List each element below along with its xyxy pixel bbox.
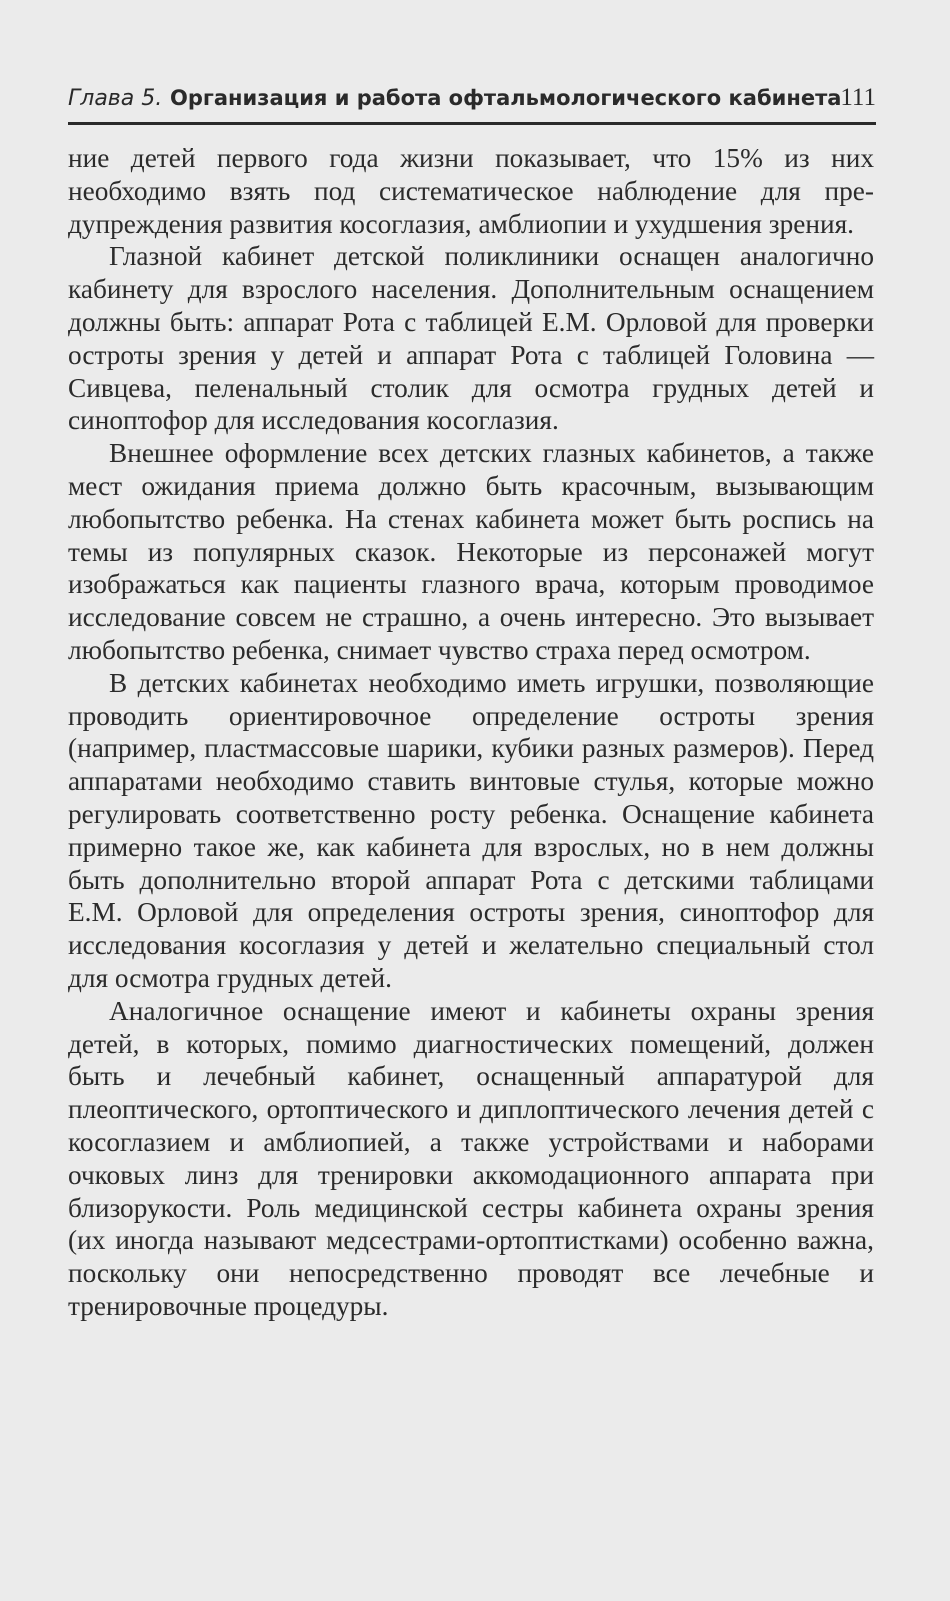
paragraph: Внешнее оформление всех детских глазных кабинетов, а также мест ожидания приема должно быть красочным, вызывающим любопытство ребенка. На стенах кабинета может быть роспись на темы из популярных сказок. Некоторые из персонажей могут изображаться как пациенты глазного врача, которым проводимое исследование совсем не страшно, а очень интересно. Это вызывает любопытство ребенка, снимает чувство страха перед осмотром.: [68, 438, 874, 665]
running-header: [68, 78, 876, 125]
chapter-title: Организация и работа офтальмологического кабинета: [170, 86, 842, 110]
paragraph: В детских кабинетах необходимо иметь игрушки, позволяющие проводить ориентировочное определение остроты зрения (например, пластмассовые шарики, кубики разных размеров). Перед аппаратами необходимо ставить винтовые стулья, которые можно регулировать соответственно росту ребенка. Оснащение кабинета примерно такое же, как кабинета для взрослых, но в нем должны быть дополнительно второй аппарат Рота с детскими таблицами Е.М. Орловой для определения остроты зрения, синоптофор для исследования косоглазия у детей и желательно специальный стол для осмотра грудных детей.: [68, 667, 874, 993]
chapter-label: Глава 5.: [68, 86, 163, 111]
paragraph: ние детей первого года жизни показывает, что 15% из них необходимо взять под систематическое наблюдение для предупреждения развития косоглазия, амблиопии и ухудшения зрения.: [68, 143, 874, 239]
page-number: 111: [840, 84, 876, 111]
body-text: [68, 142, 874, 1323]
paragraph: Аналогичное оснащение имеют и кабинеты охраны зрения детей, в которых, помимо диагностических помещений, должен быть и лечебный кабинет, оснащенный аппаратурой для плеоптического, ортоптического и диплоптического лечения детей с косоглазием и амблиопией, а также устройствами и наборами очковых линз для тренировки аккомодационного аппарата при близорукости. Роль медицинской сестры кабинета охраны зрения (их иногда называют медсестрами-ортоптистками) особенно важна, поскольку они непосредственно проводят все лечебные и тренировочные процедуры.: [68, 995, 874, 1321]
paragraph: Глазной кабинет детской поликлиники оснащен аналогично кабинету для взрослого населения. Дополнительным оснащением должны быть: аппарат Рота с таблицей Е.М. Орловой для проверки остроты зрения у детей и аппарат Рота с таблицей Головина — Сивцева, пеленальный столик для осмотра грудных детей и синоптофор для исследования косоглазия.: [68, 241, 874, 436]
